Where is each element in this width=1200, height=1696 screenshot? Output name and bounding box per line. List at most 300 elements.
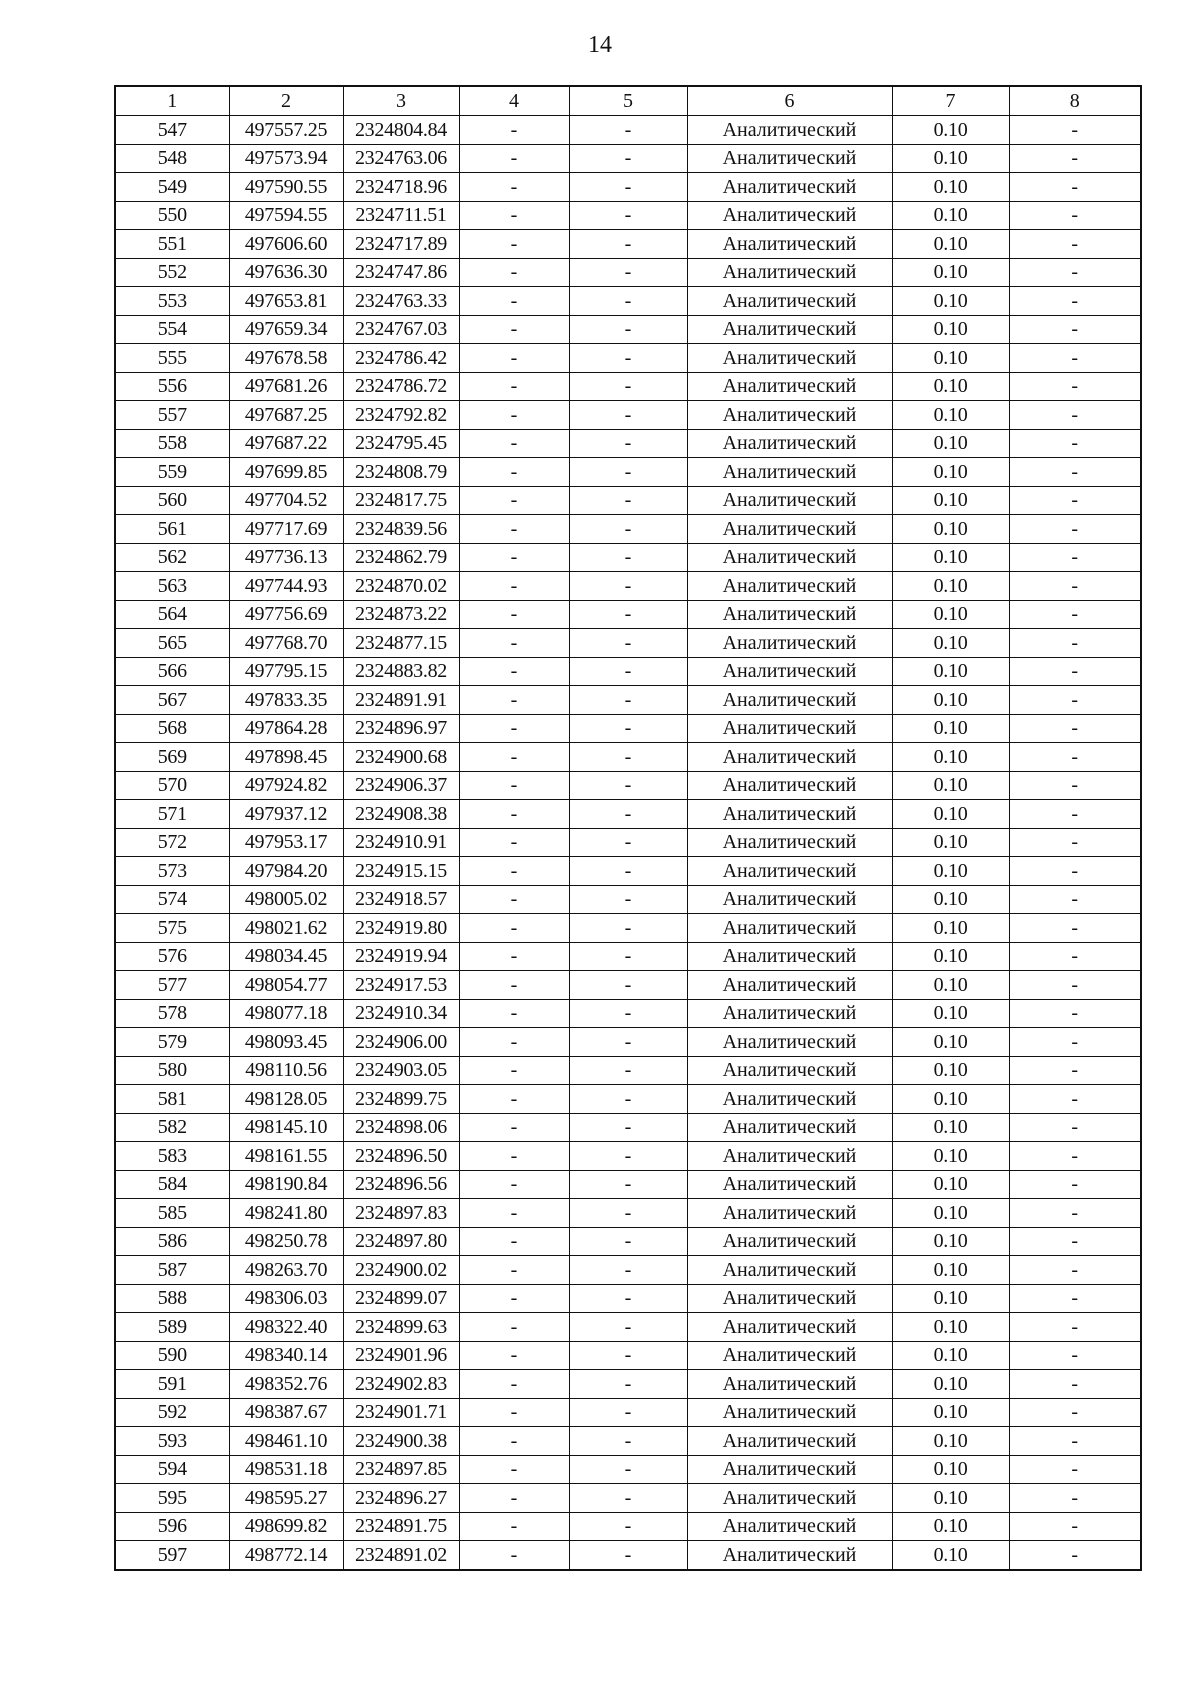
column-5-cell: - bbox=[569, 885, 687, 914]
x-coordinate-cell: 498595.27 bbox=[229, 1484, 343, 1513]
method-cell: Аналитический bbox=[687, 942, 892, 971]
point-number-cell: 556 bbox=[115, 372, 229, 401]
accuracy-cell: 0.10 bbox=[892, 686, 1009, 715]
point-number-cell: 564 bbox=[115, 600, 229, 629]
page-number: 14 bbox=[588, 32, 612, 58]
x-coordinate-cell: 497924.82 bbox=[229, 771, 343, 800]
column-8-cell: - bbox=[1009, 971, 1141, 1000]
method-cell: Аналитический bbox=[687, 828, 892, 857]
accuracy-cell: 0.10 bbox=[892, 800, 1009, 829]
column-header: 4 bbox=[459, 86, 569, 116]
accuracy-cell: 0.10 bbox=[892, 1199, 1009, 1228]
table-row bbox=[115, 258, 1141, 287]
method-cell: Аналитический bbox=[687, 1427, 892, 1456]
method-cell: Аналитический bbox=[687, 1056, 892, 1085]
y-coordinate-cell: 2324767.03 bbox=[343, 315, 459, 344]
method-cell: Аналитический bbox=[687, 914, 892, 943]
column-8-cell: - bbox=[1009, 1370, 1141, 1399]
column-5-cell: - bbox=[569, 743, 687, 772]
column-5-cell: - bbox=[569, 401, 687, 430]
accuracy-cell: 0.10 bbox=[892, 144, 1009, 173]
column-5-cell: - bbox=[569, 1313, 687, 1342]
column-4-cell: - bbox=[459, 201, 569, 230]
point-number-cell: 574 bbox=[115, 885, 229, 914]
column-8-cell: - bbox=[1009, 1227, 1141, 1256]
method-cell: Аналитический bbox=[687, 1313, 892, 1342]
column-4-cell: - bbox=[459, 657, 569, 686]
y-coordinate-cell: 2324804.84 bbox=[343, 116, 459, 145]
table-row bbox=[115, 1455, 1141, 1484]
accuracy-cell: 0.10 bbox=[892, 230, 1009, 259]
accuracy-cell: 0.10 bbox=[892, 572, 1009, 601]
method-cell: Аналитический bbox=[687, 230, 892, 259]
column-4-cell: - bbox=[459, 572, 569, 601]
column-4-cell: - bbox=[459, 1028, 569, 1057]
y-coordinate-cell: 2324870.02 bbox=[343, 572, 459, 601]
table-row bbox=[115, 173, 1141, 202]
accuracy-cell: 0.10 bbox=[892, 372, 1009, 401]
column-8-cell: - bbox=[1009, 714, 1141, 743]
column-5-cell: - bbox=[569, 429, 687, 458]
column-4-cell: - bbox=[459, 743, 569, 772]
column-5-cell: - bbox=[569, 857, 687, 886]
accuracy-cell: 0.10 bbox=[892, 1256, 1009, 1285]
accuracy-cell: 0.10 bbox=[892, 1028, 1009, 1057]
column-5-cell: - bbox=[569, 828, 687, 857]
method-cell: Аналитический bbox=[687, 458, 892, 487]
y-coordinate-cell: 2324897.85 bbox=[343, 1455, 459, 1484]
column-4-cell: - bbox=[459, 600, 569, 629]
column-4-cell: - bbox=[459, 287, 569, 316]
accuracy-cell: 0.10 bbox=[892, 258, 1009, 287]
column-4-cell: - bbox=[459, 344, 569, 373]
method-cell: Аналитический bbox=[687, 201, 892, 230]
column-4-cell: - bbox=[459, 1398, 569, 1427]
table-row bbox=[115, 1512, 1141, 1541]
method-cell: Аналитический bbox=[687, 543, 892, 572]
y-coordinate-cell: 2324839.56 bbox=[343, 515, 459, 544]
table-row bbox=[115, 515, 1141, 544]
column-8-cell: - bbox=[1009, 429, 1141, 458]
accuracy-cell: 0.10 bbox=[892, 201, 1009, 230]
column-8-cell: - bbox=[1009, 657, 1141, 686]
accuracy-cell: 0.10 bbox=[892, 315, 1009, 344]
accuracy-cell: 0.10 bbox=[892, 914, 1009, 943]
column-5-cell: - bbox=[569, 1341, 687, 1370]
method-cell: Аналитический bbox=[687, 1085, 892, 1114]
y-coordinate-cell: 2324763.06 bbox=[343, 144, 459, 173]
point-number-cell: 593 bbox=[115, 1427, 229, 1456]
point-number-cell: 580 bbox=[115, 1056, 229, 1085]
point-number-cell: 568 bbox=[115, 714, 229, 743]
y-coordinate-cell: 2324901.71 bbox=[343, 1398, 459, 1427]
x-coordinate-cell: 497681.26 bbox=[229, 372, 343, 401]
accuracy-cell: 0.10 bbox=[892, 971, 1009, 1000]
column-8-cell: - bbox=[1009, 572, 1141, 601]
point-number-cell: 576 bbox=[115, 942, 229, 971]
column-header: 8 bbox=[1009, 86, 1141, 116]
table-row bbox=[115, 828, 1141, 857]
table-row bbox=[115, 657, 1141, 686]
point-number-cell: 562 bbox=[115, 543, 229, 572]
column-5-cell: - bbox=[569, 1256, 687, 1285]
column-4-cell: - bbox=[459, 971, 569, 1000]
y-coordinate-cell: 2324906.00 bbox=[343, 1028, 459, 1057]
column-8-cell: - bbox=[1009, 686, 1141, 715]
x-coordinate-cell: 497606.60 bbox=[229, 230, 343, 259]
table-row bbox=[115, 1199, 1141, 1228]
column-8-cell: - bbox=[1009, 401, 1141, 430]
column-4-cell: - bbox=[459, 1256, 569, 1285]
column-4-cell: - bbox=[459, 1142, 569, 1171]
accuracy-cell: 0.10 bbox=[892, 1512, 1009, 1541]
column-8-cell: - bbox=[1009, 1028, 1141, 1057]
column-4-cell: - bbox=[459, 515, 569, 544]
y-coordinate-cell: 2324873.22 bbox=[343, 600, 459, 629]
point-number-cell: 594 bbox=[115, 1455, 229, 1484]
y-coordinate-cell: 2324711.51 bbox=[343, 201, 459, 230]
column-8-cell: - bbox=[1009, 144, 1141, 173]
x-coordinate-cell: 497717.69 bbox=[229, 515, 343, 544]
column-4-cell: - bbox=[459, 1085, 569, 1114]
y-coordinate-cell: 2324901.96 bbox=[343, 1341, 459, 1370]
column-8-cell: - bbox=[1009, 1427, 1141, 1456]
column-8-cell: - bbox=[1009, 287, 1141, 316]
accuracy-cell: 0.10 bbox=[892, 1056, 1009, 1085]
accuracy-cell: 0.10 bbox=[892, 629, 1009, 658]
table-row bbox=[115, 600, 1141, 629]
column-5-cell: - bbox=[569, 714, 687, 743]
accuracy-cell: 0.10 bbox=[892, 1427, 1009, 1456]
y-coordinate-cell: 2324897.83 bbox=[343, 1199, 459, 1228]
column-4-cell: - bbox=[459, 828, 569, 857]
accuracy-cell: 0.10 bbox=[892, 1398, 1009, 1427]
column-5-cell: - bbox=[569, 1455, 687, 1484]
y-coordinate-cell: 2324915.15 bbox=[343, 857, 459, 886]
column-8-cell: - bbox=[1009, 173, 1141, 202]
x-coordinate-cell: 497687.25 bbox=[229, 401, 343, 430]
column-5-cell: - bbox=[569, 372, 687, 401]
table-row bbox=[115, 1227, 1141, 1256]
column-5-cell: - bbox=[569, 1398, 687, 1427]
point-number-cell: 595 bbox=[115, 1484, 229, 1513]
point-number-cell: 579 bbox=[115, 1028, 229, 1057]
point-number-cell: 588 bbox=[115, 1284, 229, 1313]
table-row bbox=[115, 999, 1141, 1028]
accuracy-cell: 0.10 bbox=[892, 885, 1009, 914]
column-5-cell: - bbox=[569, 999, 687, 1028]
column-4-cell: - bbox=[459, 1227, 569, 1256]
column-8-cell: - bbox=[1009, 458, 1141, 487]
x-coordinate-cell: 497699.85 bbox=[229, 458, 343, 487]
y-coordinate-cell: 2324899.75 bbox=[343, 1085, 459, 1114]
point-number-cell: 559 bbox=[115, 458, 229, 487]
table-row bbox=[115, 1341, 1141, 1370]
method-cell: Аналитический bbox=[687, 657, 892, 686]
column-8-cell: - bbox=[1009, 1199, 1141, 1228]
method-cell: Аналитический bbox=[687, 287, 892, 316]
column-8-cell: - bbox=[1009, 914, 1141, 943]
y-coordinate-cell: 2324795.45 bbox=[343, 429, 459, 458]
method-cell: Аналитический bbox=[687, 515, 892, 544]
column-5-cell: - bbox=[569, 144, 687, 173]
table-row bbox=[115, 942, 1141, 971]
x-coordinate-cell: 497704.52 bbox=[229, 486, 343, 515]
table-row bbox=[115, 1313, 1141, 1342]
point-number-cell: 565 bbox=[115, 629, 229, 658]
point-number-cell: 597 bbox=[115, 1541, 229, 1570]
method-cell: Аналитический bbox=[687, 1512, 892, 1541]
method-cell: Аналитический bbox=[687, 1484, 892, 1513]
column-5-cell: - bbox=[569, 1427, 687, 1456]
column-5-cell: - bbox=[569, 1370, 687, 1399]
accuracy-cell: 0.10 bbox=[892, 1341, 1009, 1370]
x-coordinate-cell: 498054.77 bbox=[229, 971, 343, 1000]
point-number-cell: 591 bbox=[115, 1370, 229, 1399]
accuracy-cell: 0.10 bbox=[892, 116, 1009, 145]
column-4-cell: - bbox=[459, 486, 569, 515]
column-8-cell: - bbox=[1009, 885, 1141, 914]
table-row bbox=[115, 885, 1141, 914]
method-cell: Аналитический bbox=[687, 771, 892, 800]
column-5-cell: - bbox=[569, 572, 687, 601]
point-number-cell: 552 bbox=[115, 258, 229, 287]
x-coordinate-cell: 497736.13 bbox=[229, 543, 343, 572]
method-cell: Аналитический bbox=[687, 258, 892, 287]
y-coordinate-cell: 2324896.97 bbox=[343, 714, 459, 743]
method-cell: Аналитический bbox=[687, 857, 892, 886]
column-4-cell: - bbox=[459, 1341, 569, 1370]
y-coordinate-cell: 2324902.83 bbox=[343, 1370, 459, 1399]
column-4-cell: - bbox=[459, 1199, 569, 1228]
x-coordinate-cell: 497678.58 bbox=[229, 344, 343, 373]
point-number-cell: 584 bbox=[115, 1170, 229, 1199]
point-number-cell: 590 bbox=[115, 1341, 229, 1370]
column-4-cell: - bbox=[459, 1056, 569, 1085]
column-8-cell: - bbox=[1009, 315, 1141, 344]
point-number-cell: 592 bbox=[115, 1398, 229, 1427]
y-coordinate-cell: 2324910.34 bbox=[343, 999, 459, 1028]
point-number-cell: 575 bbox=[115, 914, 229, 943]
column-4-cell: - bbox=[459, 1455, 569, 1484]
column-8-cell: - bbox=[1009, 543, 1141, 572]
x-coordinate-cell: 497594.55 bbox=[229, 201, 343, 230]
column-4-cell: - bbox=[459, 885, 569, 914]
x-coordinate-cell: 498093.45 bbox=[229, 1028, 343, 1057]
column-5-cell: - bbox=[569, 914, 687, 943]
column-8-cell: - bbox=[1009, 116, 1141, 145]
column-5-cell: - bbox=[569, 201, 687, 230]
point-number-cell: 578 bbox=[115, 999, 229, 1028]
table-row bbox=[115, 1484, 1141, 1513]
column-5-cell: - bbox=[569, 971, 687, 1000]
x-coordinate-cell: 498110.56 bbox=[229, 1056, 343, 1085]
y-coordinate-cell: 2324917.53 bbox=[343, 971, 459, 1000]
table-row bbox=[115, 1541, 1141, 1570]
accuracy-cell: 0.10 bbox=[892, 857, 1009, 886]
column-4-cell: - bbox=[459, 1541, 569, 1570]
column-5-cell: - bbox=[569, 600, 687, 629]
accuracy-cell: 0.10 bbox=[892, 173, 1009, 202]
column-4-cell: - bbox=[459, 315, 569, 344]
method-cell: Аналитический bbox=[687, 1113, 892, 1142]
column-8-cell: - bbox=[1009, 258, 1141, 287]
y-coordinate-cell: 2324899.63 bbox=[343, 1313, 459, 1342]
column-4-cell: - bbox=[459, 1427, 569, 1456]
point-number-cell: 573 bbox=[115, 857, 229, 886]
y-coordinate-cell: 2324896.56 bbox=[343, 1170, 459, 1199]
method-cell: Аналитический bbox=[687, 1541, 892, 1570]
accuracy-cell: 0.10 bbox=[892, 1085, 1009, 1114]
method-cell: Аналитический bbox=[687, 743, 892, 772]
point-number-cell: 561 bbox=[115, 515, 229, 544]
point-number-cell: 589 bbox=[115, 1313, 229, 1342]
table-row bbox=[115, 372, 1141, 401]
table-row bbox=[115, 1170, 1141, 1199]
accuracy-cell: 0.10 bbox=[892, 1484, 1009, 1513]
accuracy-cell: 0.10 bbox=[892, 657, 1009, 686]
table-header-row bbox=[115, 86, 1141, 116]
column-header: 1 bbox=[115, 86, 229, 116]
column-8-cell: - bbox=[1009, 1512, 1141, 1541]
method-cell: Аналитический bbox=[687, 429, 892, 458]
x-coordinate-cell: 497573.94 bbox=[229, 144, 343, 173]
method-cell: Аналитический bbox=[687, 344, 892, 373]
column-8-cell: - bbox=[1009, 1284, 1141, 1313]
column-8-cell: - bbox=[1009, 201, 1141, 230]
y-coordinate-cell: 2324877.15 bbox=[343, 629, 459, 658]
table-row bbox=[115, 116, 1141, 145]
method-cell: Аналитический bbox=[687, 1142, 892, 1171]
point-number-cell: 570 bbox=[115, 771, 229, 800]
accuracy-cell: 0.10 bbox=[892, 429, 1009, 458]
table-row bbox=[115, 857, 1141, 886]
y-coordinate-cell: 2324906.37 bbox=[343, 771, 459, 800]
table-row bbox=[115, 1256, 1141, 1285]
column-8-cell: - bbox=[1009, 372, 1141, 401]
x-coordinate-cell: 498461.10 bbox=[229, 1427, 343, 1456]
x-coordinate-cell: 497653.81 bbox=[229, 287, 343, 316]
table-row bbox=[115, 344, 1141, 373]
table-row bbox=[115, 629, 1141, 658]
x-coordinate-cell: 498263.70 bbox=[229, 1256, 343, 1285]
method-cell: Аналитический bbox=[687, 1370, 892, 1399]
accuracy-cell: 0.10 bbox=[892, 344, 1009, 373]
x-coordinate-cell: 498387.67 bbox=[229, 1398, 343, 1427]
column-header: 5 bbox=[569, 86, 687, 116]
y-coordinate-cell: 2324919.94 bbox=[343, 942, 459, 971]
method-cell: Аналитический bbox=[687, 686, 892, 715]
accuracy-cell: 0.10 bbox=[892, 743, 1009, 772]
point-number-cell: 582 bbox=[115, 1113, 229, 1142]
column-4-cell: - bbox=[459, 629, 569, 658]
column-4-cell: - bbox=[459, 1313, 569, 1342]
x-coordinate-cell: 498021.62 bbox=[229, 914, 343, 943]
column-8-cell: - bbox=[1009, 1484, 1141, 1513]
column-4-cell: - bbox=[459, 857, 569, 886]
method-cell: Аналитический bbox=[687, 173, 892, 202]
column-4-cell: - bbox=[459, 429, 569, 458]
column-5-cell: - bbox=[569, 1512, 687, 1541]
accuracy-cell: 0.10 bbox=[892, 942, 1009, 971]
method-cell: Аналитический bbox=[687, 971, 892, 1000]
column-4-cell: - bbox=[459, 1284, 569, 1313]
x-coordinate-cell: 497659.34 bbox=[229, 315, 343, 344]
accuracy-cell: 0.10 bbox=[892, 1142, 1009, 1171]
column-8-cell: - bbox=[1009, 1113, 1141, 1142]
column-header: 6 bbox=[687, 86, 892, 116]
column-5-cell: - bbox=[569, 657, 687, 686]
accuracy-cell: 0.10 bbox=[892, 714, 1009, 743]
method-cell: Аналитический bbox=[687, 629, 892, 658]
point-number-cell: 560 bbox=[115, 486, 229, 515]
column-8-cell: - bbox=[1009, 1085, 1141, 1114]
y-coordinate-cell: 2324862.79 bbox=[343, 543, 459, 572]
y-coordinate-cell: 2324792.82 bbox=[343, 401, 459, 430]
y-coordinate-cell: 2324918.57 bbox=[343, 885, 459, 914]
y-coordinate-cell: 2324717.89 bbox=[343, 230, 459, 259]
accuracy-cell: 0.10 bbox=[892, 1170, 1009, 1199]
table-row bbox=[115, 1085, 1141, 1114]
column-8-cell: - bbox=[1009, 1398, 1141, 1427]
point-number-cell: 587 bbox=[115, 1256, 229, 1285]
method-cell: Аналитический bbox=[687, 1455, 892, 1484]
x-coordinate-cell: 498322.40 bbox=[229, 1313, 343, 1342]
x-coordinate-cell: 497833.35 bbox=[229, 686, 343, 715]
y-coordinate-cell: 2324891.91 bbox=[343, 686, 459, 715]
method-cell: Аналитический bbox=[687, 1170, 892, 1199]
accuracy-cell: 0.10 bbox=[892, 600, 1009, 629]
table-row bbox=[115, 401, 1141, 430]
method-cell: Аналитический bbox=[687, 315, 892, 344]
table-row bbox=[115, 686, 1141, 715]
column-8-cell: - bbox=[1009, 942, 1141, 971]
accuracy-cell: 0.10 bbox=[892, 401, 1009, 430]
point-number-cell: 577 bbox=[115, 971, 229, 1000]
x-coordinate-cell: 498077.18 bbox=[229, 999, 343, 1028]
column-4-cell: - bbox=[459, 800, 569, 829]
column-5-cell: - bbox=[569, 1142, 687, 1171]
table-row bbox=[115, 1284, 1141, 1313]
column-8-cell: - bbox=[1009, 999, 1141, 1028]
x-coordinate-cell: 497557.25 bbox=[229, 116, 343, 145]
accuracy-cell: 0.10 bbox=[892, 1227, 1009, 1256]
point-number-cell: 585 bbox=[115, 1199, 229, 1228]
accuracy-cell: 0.10 bbox=[892, 1284, 1009, 1313]
column-4-cell: - bbox=[459, 116, 569, 145]
column-8-cell: - bbox=[1009, 771, 1141, 800]
point-number-cell: 572 bbox=[115, 828, 229, 857]
column-5-cell: - bbox=[569, 1056, 687, 1085]
table-row bbox=[115, 1398, 1141, 1427]
column-8-cell: - bbox=[1009, 600, 1141, 629]
table-row bbox=[115, 572, 1141, 601]
point-number-cell: 563 bbox=[115, 572, 229, 601]
x-coordinate-cell: 498128.05 bbox=[229, 1085, 343, 1114]
x-coordinate-cell: 498190.84 bbox=[229, 1170, 343, 1199]
y-coordinate-cell: 2324897.80 bbox=[343, 1227, 459, 1256]
column-header: 3 bbox=[343, 86, 459, 116]
method-cell: Аналитический bbox=[687, 600, 892, 629]
y-coordinate-cell: 2324817.75 bbox=[343, 486, 459, 515]
column-4-cell: - bbox=[459, 1113, 569, 1142]
column-5-cell: - bbox=[569, 1085, 687, 1114]
column-8-cell: - bbox=[1009, 1142, 1141, 1171]
column-4-cell: - bbox=[459, 173, 569, 202]
column-5-cell: - bbox=[569, 258, 687, 287]
table-row bbox=[115, 230, 1141, 259]
point-number-cell: 549 bbox=[115, 173, 229, 202]
